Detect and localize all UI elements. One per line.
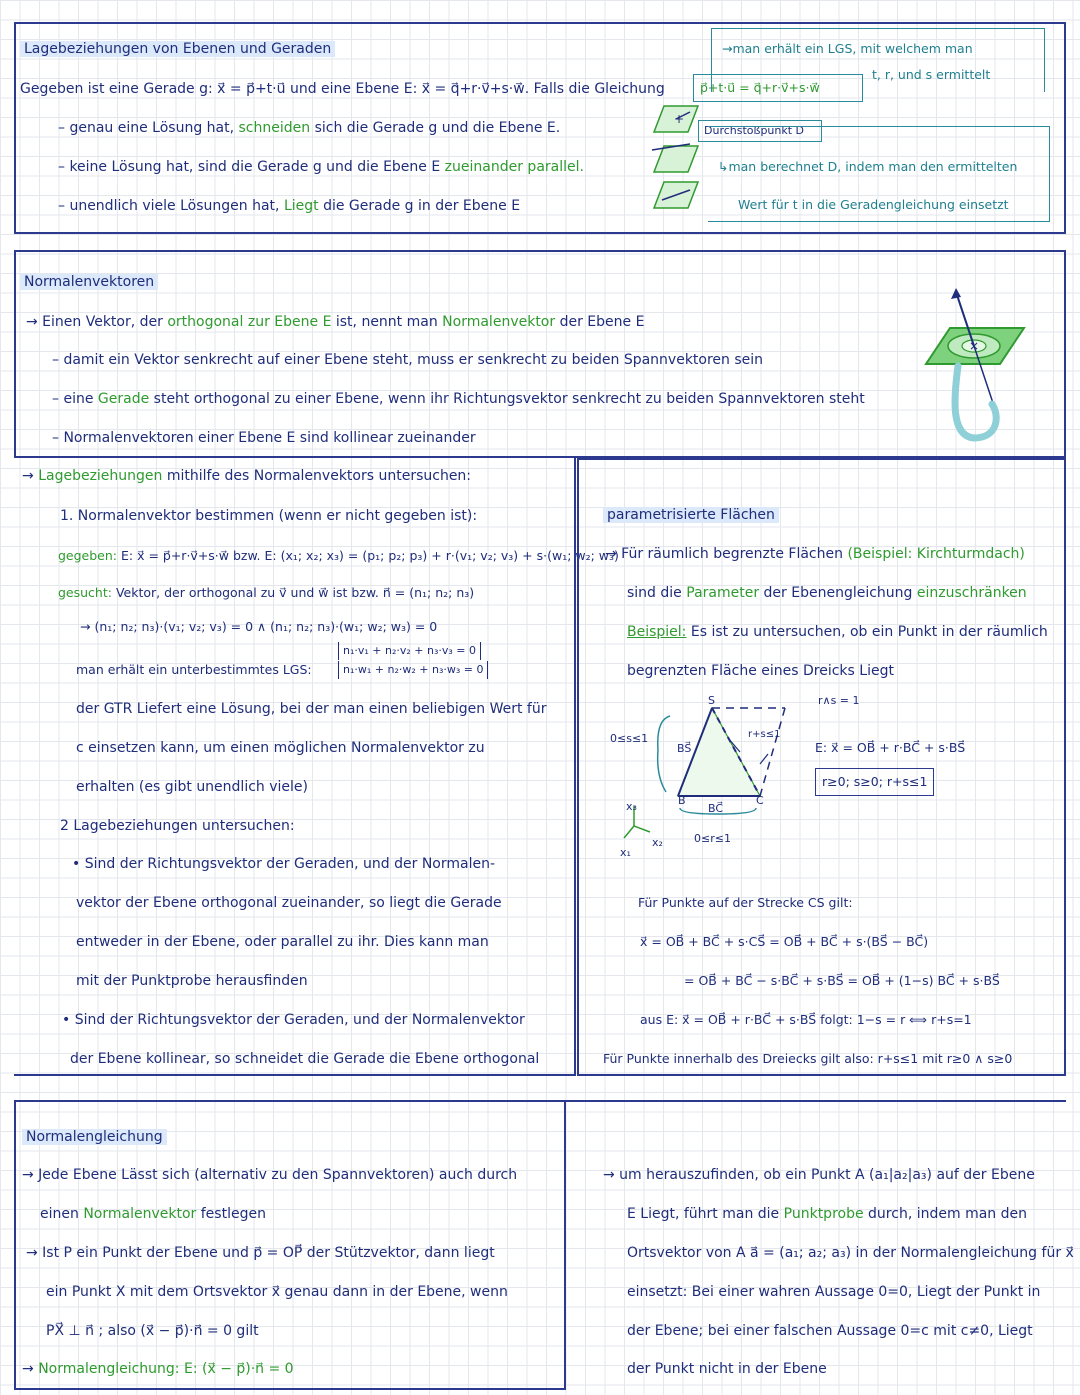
segment-cs-title: Für Punkte auf der Strecke CS gilt:	[638, 895, 853, 910]
range-rs: r+s≤1	[748, 729, 781, 740]
flaechen-line3: Beispiel: Es ist zu untersuchen, ob ein Punkt in der räumlich	[627, 624, 1048, 640]
segment-eq2: = OB⃗ + BC⃗ − s·BC⃗ + s·BS⃗ = OB⃗ + (1−s) BC⃗ + s·BS⃗	[684, 973, 1000, 988]
vertex-s: S	[708, 694, 715, 707]
bullet-infinite-solutions: – unendlich viele Lösungen hat, Liegt die Gerade g in der Ebene E	[58, 198, 521, 214]
axis-x1: x₁	[620, 846, 631, 859]
parameter-constraint: r≥0; s≥0; r+s≤1	[815, 768, 934, 796]
svg-text:×: ×	[969, 339, 980, 353]
punktprobe-line2: E Liegt, führt man die Punktprobe durch, indem man den	[627, 1206, 1027, 1222]
point1-line2: vektor der Ebene orthogonal zueinander, so liegt die Gerade	[76, 895, 502, 911]
vertex-c: C	[756, 794, 764, 807]
triangle-plane-eq: E: x⃗ = OB⃗ + r·BC⃗ + s·BS⃗	[815, 740, 966, 755]
flaechen-line2: sind die Parameter der Ebenengleichung einzuschränken	[627, 585, 1027, 601]
section1-intro: Gegeben ist eine Gerade g: x⃗ = p⃗+t·u⃗ und eine Ebene E: x⃗ = q⃗+r·v⃗+s·w⃗. Falls die Gleichung	[20, 81, 665, 97]
durchstosspunkt-label: Durchstoßpunkt D	[704, 124, 805, 137]
step2-title: 2 Lagebeziehungen untersuchen:	[60, 818, 295, 834]
durchstoss-note-line2: Wert für t in die Geradengleichung einsetzt	[738, 197, 1009, 212]
punktprobe-line1: → um herauszufinden, ob ein Punkt A (a₁|a₂|a₃) auf der Ebene	[603, 1167, 1035, 1183]
section-normalengleichung-top	[14, 1100, 1066, 1102]
point2-line2: der Ebene kollinear, so schneidet die Gerade die Ebene orthogonal	[70, 1051, 540, 1067]
vertex-b: B	[678, 794, 686, 807]
normal-vector-plane-illustration	[920, 286, 1030, 446]
segment-eq3: aus E: x⃗ = OB⃗ + r·BC⃗ + s·BS⃗ folgt: 1−s = r ⟺ r+s=1	[640, 1012, 972, 1027]
ng-line1: → Jede Ebene Lässt sich (alternativ zu den Spannvektoren) auch durch	[22, 1167, 518, 1183]
ng-line3: → Ist P ein Punkt der Ebene und p⃗ = OP⃗ der Stützvektor, dann liegt	[26, 1245, 495, 1261]
section5-title: Normalengleichung	[22, 1128, 167, 1146]
section1-title: Lagebeziehungen von Ebenen und Geraden	[20, 40, 335, 58]
point1-line1: • Sind der Richtungsvektor der Geraden, und der Normalen-	[72, 856, 496, 872]
sought-vector: gesucht: Vektor, der orthogonal zu v⃗ und w⃗ ist bzw. n⃗ = (n₁; n₂; n₃)	[58, 585, 475, 600]
axis-x3: x₃	[626, 800, 637, 813]
parallel-plane-icon	[650, 142, 702, 174]
punktprobe-line3: Ortsvektor von A a⃗ = (a₁; a₂; a₃) in der Normalengleichung für x⃗	[627, 1245, 1074, 1261]
section2-title: Normalenvektoren	[20, 273, 158, 291]
ng-line2: einen Normalenvektor festlegen	[40, 1206, 266, 1222]
range-s: 0≤s≤1	[610, 732, 649, 745]
line-in-plane-icon	[650, 180, 702, 212]
normal-bullet-2: – eine Gerade steht orthogonal zu einer Ebene, wenn ihr Richtungsvektor senkrecht zu beiden Spannvektoren steht	[52, 391, 865, 407]
gtr-line1: der GTR Liefert eine Lösung, bei der man einen beliebigen Wert für	[76, 701, 547, 717]
lgs-eq2: n₁·w₁ + n₂·w₂ + n₃·w₃ = 0	[338, 661, 488, 679]
dot-product-conditions: → (n₁; n₂; n₃)·(v₁; v₂; v₃) = 0 ∧ (n₁; n₂; n₃)·(w₁; w₂; w₃) = 0	[80, 619, 438, 634]
vector-bs: BS⃗	[677, 742, 692, 755]
section4-title: parametrisierte Flächen	[603, 506, 779, 524]
lgs-note-line1: →man erhält ein LGS, mit welchem man	[722, 41, 973, 56]
svg-text:+: +	[674, 112, 685, 126]
axis-x2: x₂	[652, 836, 663, 849]
given-plane: gegeben: E: x⃗ = p⃗+r·v⃗+s·w⃗ bzw. E: (x₁; x₂; x₃) = (p₁; p₂; p₃) + r·(v₁; v₂; v₃) + s·(w₁; w₂; w₃)	[58, 548, 619, 563]
triangle-conclusion: Für Punkte innerhalb des Dreiecks gilt also: r+s≤1 mit r≥0 ∧ s≥0	[603, 1051, 1013, 1066]
point1-line3: entweder in der Ebene, oder parallel zu ihr. Dies kann man	[76, 934, 489, 950]
range-r: 0≤r≤1	[694, 832, 731, 845]
point1-line4: mit der Punktprobe herausfinden	[76, 973, 308, 989]
ng-line5: PX⃗ ⊥ n⃗ ; also (x⃗ − p⃗)·n⃗ = 0 gilt	[46, 1323, 259, 1339]
intersection-plane-icon	[650, 104, 702, 136]
punktprobe-line5: der Ebene; bei einer falschen Aussage 0=c mit c≠0, Liegt	[627, 1323, 1033, 1339]
gtr-line3: erhalten (es gibt unendlich viele)	[76, 779, 308, 795]
point2-line1: • Sind der Richtungsvektor der Geraden, und der Normalenvektor	[62, 1012, 525, 1028]
lage-normalen-head: → Lagebeziehungen mithilfe des Normalenvektors untersuchen:	[22, 468, 472, 484]
vector-bc: BC⃗	[708, 802, 724, 815]
lgs-eq1: n₁·v₁ + n₂·v₂ + n₃·v₃ = 0	[338, 642, 481, 660]
bullet-one-solution: – genau eine Lösung hat, schneiden sich die Gerade g und die Ebene E.	[58, 120, 561, 136]
ng-line4: ein Punkt X mit dem Ortsvektor x⃗ genau dann in der Ebene, wenn	[46, 1284, 508, 1300]
flaechen-line1: → Für räumlich begrenzte Flächen (Beispiel: Kirchturmdach)	[605, 546, 1025, 562]
intersection-equation: p⃗+t·u⃗ = q⃗+r·v⃗+s·w⃗	[700, 80, 820, 95]
gtr-line2: c einsetzen kann, um einen möglichen Normalenvektor zu	[76, 740, 485, 756]
punktprobe-line4: einsetzt: Bei einer wahren Aussage 0=0, Liegt der Punkt in	[627, 1284, 1041, 1300]
ng-line6: → Normalengleichung: E: (x⃗ − p⃗)·n⃗ = 0	[22, 1361, 294, 1377]
rs-equals-one: r∧s = 1	[818, 694, 860, 707]
normal-bullet-1: – damit ein Vektor senkrecht auf einer Ebene steht, muss er senkrecht zu beiden Spannvektoren sein	[52, 352, 764, 368]
bullet-no-solution: – keine Lösung hat, sind die Gerade g und die Ebene E zueinander parallel.	[58, 159, 584, 175]
flaechen-line4: begrenzten Fläche eines Dreicks Liegt	[627, 663, 894, 679]
normal-bullet-3: – Normalenvektoren einer Ebene E sind kollinear zueinander	[52, 430, 476, 446]
normal-def: → Einen Vektor, der orthogonal zur Ebene E ist, nennt man Normalenvektor der Ebene E	[26, 314, 645, 330]
lgs-label: man erhält ein unterbestimmtes LGS:	[76, 662, 312, 677]
triangle-diagram	[600, 690, 810, 850]
punktprobe-line6: der Punkt nicht in der Ebene	[627, 1361, 827, 1377]
segment-eq1: x⃗ = OB⃗ + BC⃗ + s·CS⃗ = OB⃗ + BC⃗ + s·(BS⃗ − BC⃗)	[640, 934, 929, 949]
lgs-note-line2: t, r, und s ermittelt	[872, 67, 991, 82]
step1-title: 1. Normalenvektor bestimmen (wenn er nicht gegeben ist):	[60, 508, 478, 524]
durchstoss-note-line1: ↳man berechnet D, indem man den ermittelten	[718, 159, 1018, 174]
